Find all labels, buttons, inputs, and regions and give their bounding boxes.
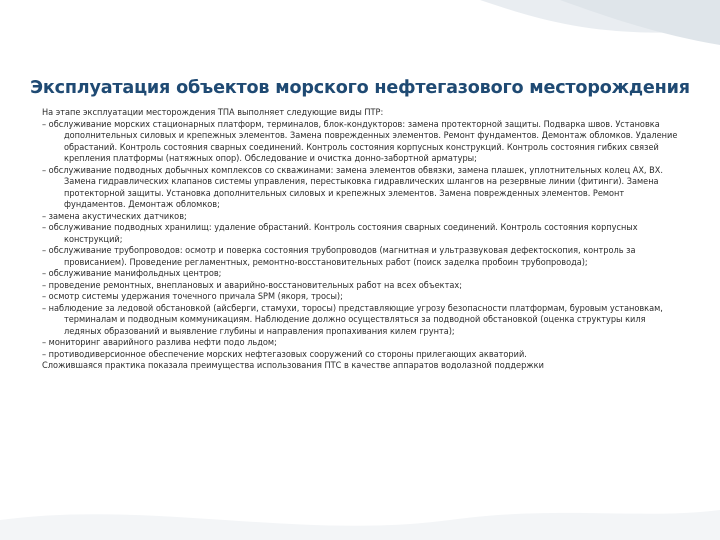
- list-item: – осмотр системы удержания точечного причала SPM (якоря, тросы);: [42, 292, 343, 302]
- list-item: – противодиверсионное обеспечение морских нефтегазовых сооружений со стороны прилегающих акваторий.: [42, 349, 527, 360]
- list-item: – обслуживание трубопроводов: осмотр и поверка состояния трубопроводов (магнитная и ультразвуковая дефектоскопия, контроль за провисанием). Проведение регламентных, ремонтно-восстановительных работ (поиск заделка пробоин трубопровода);: [42, 246, 636, 268]
- list-item: – замена акустических датчиков;: [42, 211, 187, 222]
- list-item: – мониторинг аварийного разлива нефти подо льдом;: [42, 338, 277, 348]
- list-item: – обслуживание морских стационарных платформ, терминалов, блок-кондукторов: замена протекторной защиты. Подварка швов. Установка дополнительных силовых и крепежных элементов. Замена поврежденных элементов. Ремонт фундаментов. Демонтаж обломков. Удаление обрастаний. Контроль состояния сварных соединений. Контроль состояния корпусных конструкций. Контроль состояния гибких связей крепления платформы (натяжных опор). Обследование и очистка донно-забортной арматуры;: [42, 119, 678, 164]
- list-item: – обслуживание манифольдных центров;: [42, 269, 222, 279]
- list-item: – обслуживание подводных хранилищ: удаление обрастаний. Контроль состояния сварных соединений. Контроль состояния корпусных конструкций;: [42, 223, 638, 245]
- conclusion-text: Сложившаяся практика показала преимущества использования ПТС в качестве аппаратов водолазной поддержки: [42, 361, 544, 371]
- list-item: – обслуживание подводных добычных комплексов со скважинами: замена элементов обвязки, замена плашек, уплотнительных колец АХ, ВХ. Замена гидравлических клапанов системы управления, перестыковка гидравлических шлангов на резервные линии (фитинги). Замена протекторной защиты. Установка дополнительных силовых и крепежных элементов. Замена поврежденных элементов. Ремонт фундаментов. Демонтаж обломков;: [42, 165, 663, 210]
- intro-text: На этапе эксплуатации месторождения ТПА выполняет следующие виды ПТР:: [42, 108, 384, 118]
- slide-body: [42, 108, 682, 373]
- list-item: – наблюдение за ледовой обстановкой (айсберги, стамухи, торосы) представляющие угрозу безопасности платформам, буровым установкам, терминалам и подводным коммуникациям. Наблюдение должно осуществляться за подводной обстановкой (оценка структуры киля ледяных образований и выявление глубины и направления пропахивания килем грунта);: [42, 303, 663, 337]
- list-item: – проведение ремонтных, внеплановых и аварийно-восстановительных работ на всех объектах;: [42, 280, 462, 291]
- slide-title: Эксплуатация объектов морского нефтегазового месторождения: [30, 78, 690, 98]
